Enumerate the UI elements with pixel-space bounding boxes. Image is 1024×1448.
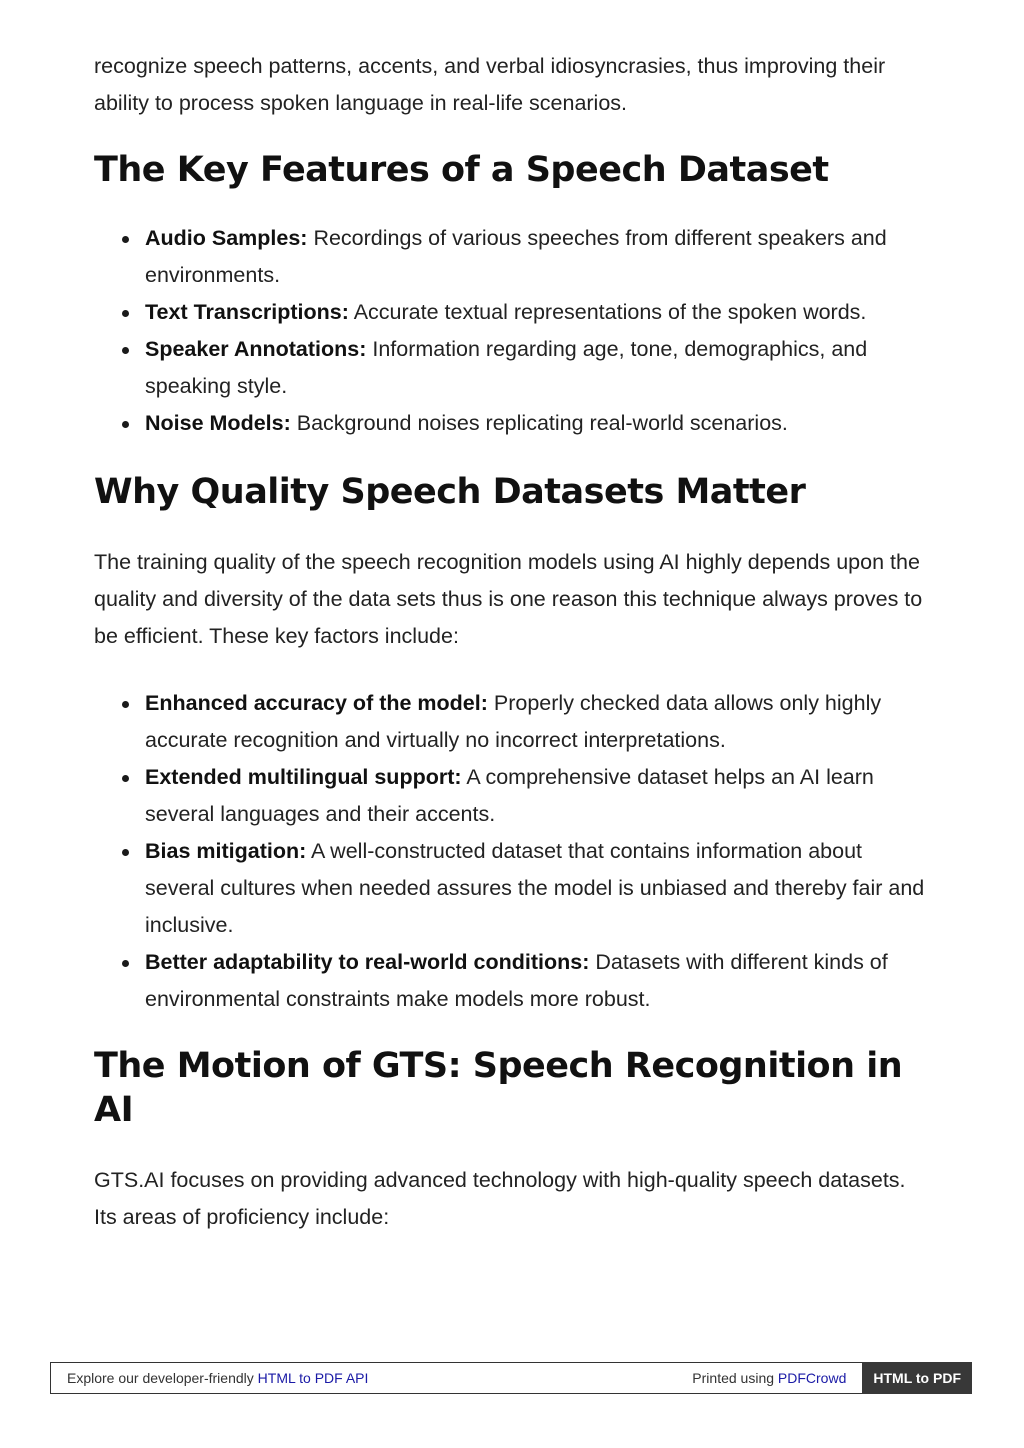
item-label: Better adaptability to real-world conditions: — [145, 950, 590, 974]
intro-paragraph: recognize speech patterns, accents, and verbal idiosyncrasies, thus improving their ability to process spoken language in real-life scenarios. — [94, 54, 886, 115]
item-text: Datasets with different kinds of environmental constraints make models more robust. — [145, 950, 888, 1011]
item-label: Noise Models: — [145, 411, 291, 435]
pdfcrowd-footer-banner — [50, 1362, 972, 1394]
item-text: A well-constructed dataset that contains information about several cultures when needed assures the model is unbiased and thereby fair and inclusive. — [145, 839, 925, 937]
item-text: Information regarding age, tone, demographics, and speaking style. — [145, 337, 868, 398]
footer-printed — [692, 1370, 862, 1386]
html-to-pdf-api-link[interactable]: HTML to PDF API — [257, 1370, 369, 1386]
item-label: Bias mitigation: — [145, 839, 307, 863]
item-label: Audio Samples: — [145, 226, 308, 250]
item-text: Properly checked data allows only highly accurate recognition and virtually no incorrect interpretations. — [145, 691, 882, 752]
list-item — [94, 405, 934, 442]
heading-gts-motion: The Motion of GTS: Speech Recognition in AI — [94, 1046, 903, 1130]
gts-paragraph: GTS.AI focuses on providing advanced technology with high-quality speech datasets. Its areas of proficiency include: — [94, 1168, 906, 1229]
item-text: Background noises replicating real-world scenarios. — [290, 411, 788, 435]
list-item — [94, 685, 934, 759]
html-to-pdf-button[interactable]: HTML to PDF — [862, 1362, 972, 1394]
list-item — [94, 944, 934, 1018]
heading-key-features: The Key Features of a Speech Dataset — [94, 150, 829, 190]
why-quality-paragraph: The training quality of the speech recognition models using AI highly depends upon the quality and diversity of the data sets thus is one reason this technique always proves to be efficient. These key factors include: — [94, 550, 923, 648]
footer-explore — [51, 1370, 692, 1386]
list-item — [94, 331, 934, 405]
item-text: Recordings of various speeches from different speakers and environments. — [145, 226, 887, 287]
footer-printed-text: Printed using — [692, 1370, 778, 1386]
item-label: Speaker Annotations: — [145, 337, 367, 361]
item-text: A comprehensive dataset helps an AI learn several languages and their accents. — [145, 765, 874, 826]
key-factors-list — [94, 685, 934, 1018]
list-item — [94, 220, 934, 294]
list-item — [94, 759, 934, 833]
item-label: Text Transcriptions: — [145, 300, 349, 324]
item-text: Accurate textual representations of the spoken words. — [348, 300, 867, 324]
list-item — [94, 294, 934, 331]
article-content — [94, 48, 934, 1236]
item-label: Enhanced accuracy of the model: — [145, 691, 488, 715]
heading-why-quality: Why Quality Speech Datasets Matter — [94, 472, 806, 512]
pdfcrowd-link[interactable]: PDFCrowd — [777, 1370, 847, 1386]
item-label: Extended multilingual support: — [145, 765, 462, 789]
list-item — [94, 833, 934, 944]
footer-explore-text: Explore our developer-friendly — [67, 1370, 258, 1386]
key-features-list — [94, 220, 934, 442]
